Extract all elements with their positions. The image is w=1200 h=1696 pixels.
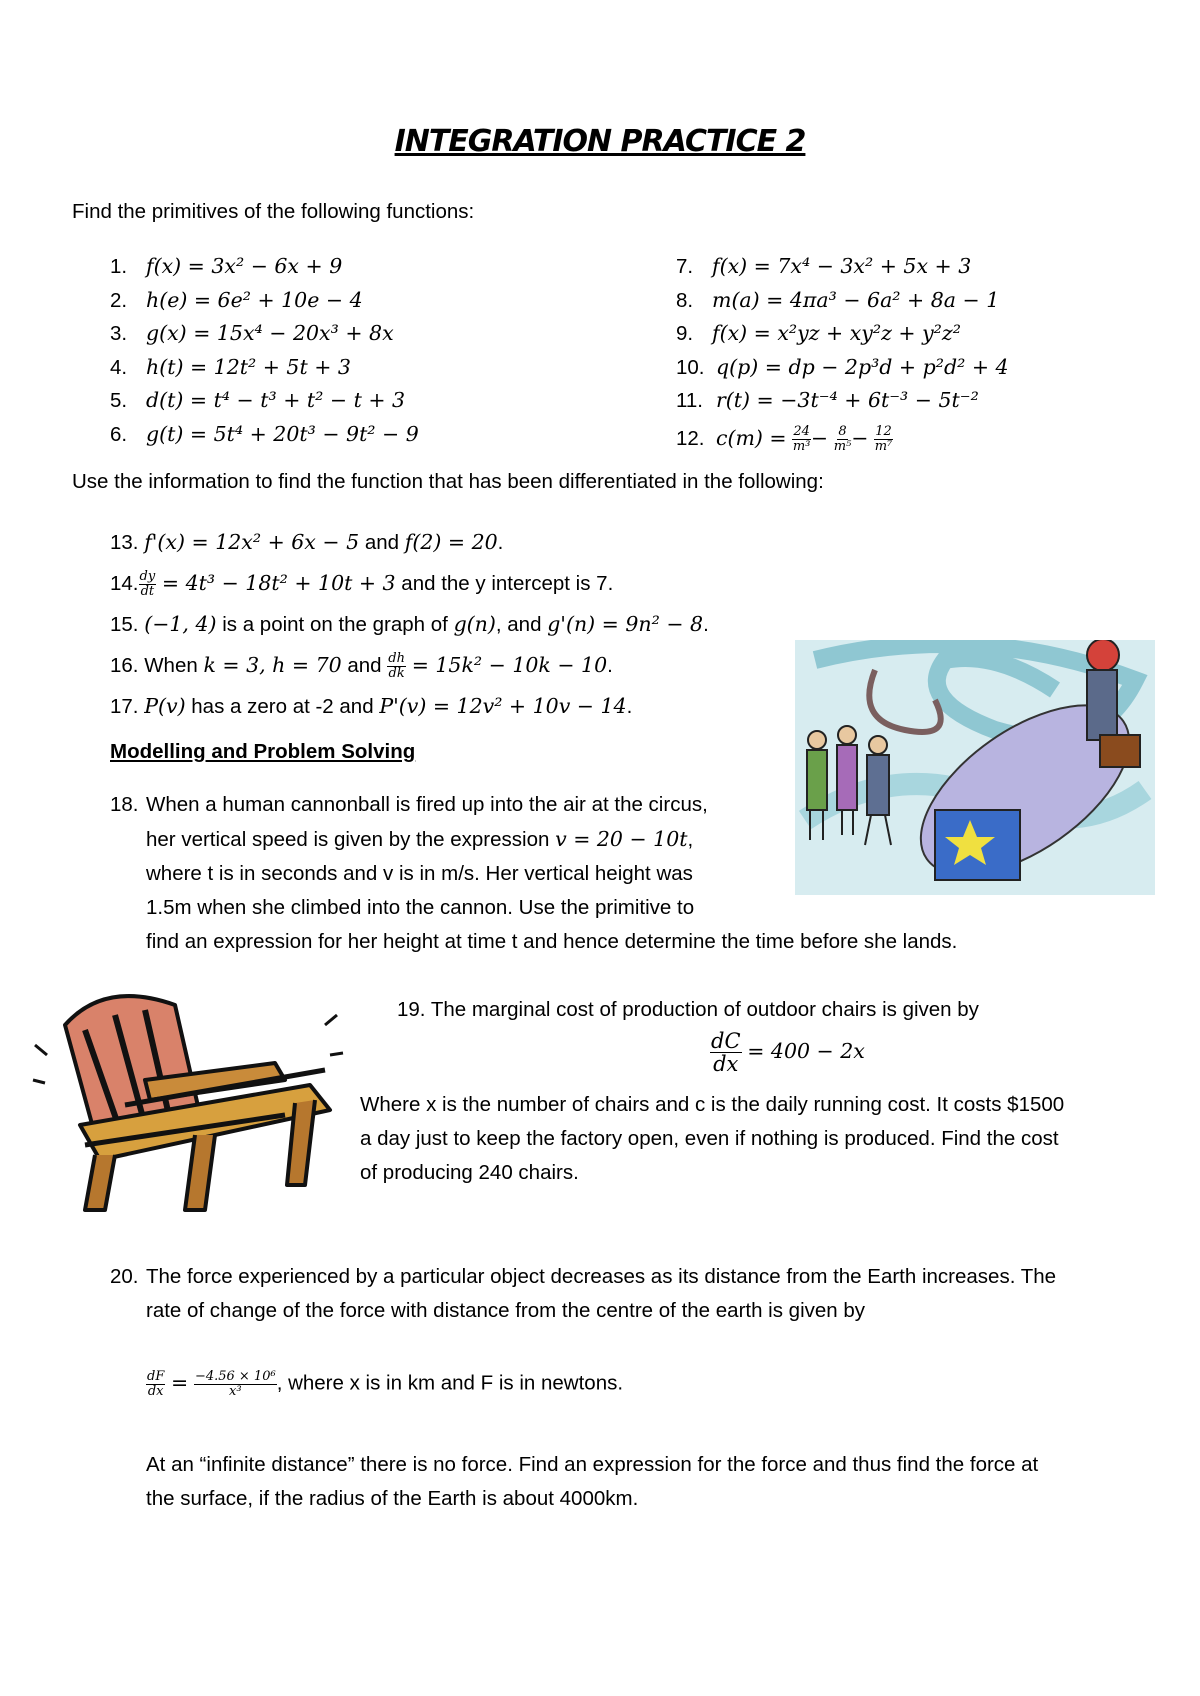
list-item: 1. f(x) = 3x² − 6x + 9	[110, 254, 343, 278]
question-17: 17. P(v) has a zero at -2 and P'(v) = 12v² + 10v − 14.	[110, 694, 633, 718]
list-item: 7. f(x) = 7x⁴ − 3x² + 5x + 3	[676, 254, 972, 278]
page-title: INTEGRATION PRACTICE 2	[394, 124, 806, 159]
question-20: 20. The force experienced by a particular object decreases as its distance from the Earth increases. The rate of change of the force with distance from the centre of the earth is given by	[110, 1265, 1057, 1322]
right-list	[676, 250, 1009, 455]
question-16: 16. When k = 3, h = 70 and $\frac{dh}{dk}$ = 15k² − 10k − 10.	[110, 651, 613, 682]
outdoor-chair-illustration	[25, 985, 350, 1225]
question-18: 18. When a human cannonball is fired up into the air at the circus, her vertical speed is given by the expression v = 20 − 10t, where t is in seconds and v is in m/s. Her vertical height was 1.5m when she climbed into the cannon. Use the primitive to find an expression for her height at time t and hence determine the time before she lands.	[110, 793, 958, 953]
question-14: 14. $\frac{dy}{dt}$ = 4t³ − 18t² + 10t + 3 and the y intercept is 7.	[110, 569, 614, 600]
list-item: 10. q(p) = dp − 2p³d + p²d² + 4	[676, 354, 1009, 379]
human-cannonball-illustration	[795, 640, 1155, 895]
list-item: 2. h(e) = 6e² + 10e − 4	[110, 287, 363, 312]
list-item: 6. g(t) = 5t⁴ + 20t³ − 9t² − 9	[110, 421, 419, 446]
list-item: 11. r(t) = −3t⁻⁴ + 6t⁻³ − 5t⁻²	[676, 388, 979, 412]
question-15: 15. (−1, 4) is a point on the graph of g(n), and g'(n) = 9n² − 8.	[110, 612, 709, 636]
left-list	[110, 250, 419, 451]
question-20-equation: $\frac{dF}{dx}$ = $\frac{\text{−4.56 × 10⁶}}{\text{x³}}$ , where x is in km and F is in newtons.	[147, 1369, 624, 1399]
list-item: 5. d(t) = t⁴ − t³ + t² − t + 3	[110, 388, 406, 412]
question-19-equation: $\frac{dC}{dx}$ = 400 − 2x	[711, 1029, 865, 1077]
question-19-intro: 19. The marginal cost of production of outdoor chairs is given by	[397, 998, 979, 1021]
section-heading: Modelling and Problem Solving	[110, 740, 416, 763]
list-item: 8. m(a) = 4πa³ − 6a² + 8a − 1	[676, 287, 1000, 312]
question-13: 13. f'(x) = 12x² + 6x − 5 and f(2) = 20.	[110, 530, 504, 554]
question-list	[110, 522, 709, 727]
question-20-body: At an “infinite distance” there is no force. Find an expression for the force and thus find the force at the surface, if the radius of the Earth is about 4000km.	[146, 1453, 1039, 1510]
intro-text: Find the primitives of the following functions:	[72, 200, 475, 223]
list-item: 4. h(t) = 12t² + 5t + 3	[110, 354, 351, 379]
list-item: 12. c(m) = $\frac{24}{\text{m³}}$ − $\frac{8}{\text{m⁵}}$ − $\frac{12}{\text{m⁷}}$	[676, 423, 893, 454]
list-item: 9. f(x) = x²yz + xy²z + y²z²	[676, 321, 961, 345]
list-item: 3. g(x) = 15x⁴ − 20x³ + 8x	[110, 321, 394, 345]
intro-text-2: Use the information to find the function that has been differentiated in the following:	[72, 470, 824, 493]
question-19-body: Where x is the number of chairs and c is the daily running cost. It costs $1500 a day just to keep the factory open, even if nothing is produced. Find the cost of producing 240 chairs.	[360, 1093, 1065, 1184]
